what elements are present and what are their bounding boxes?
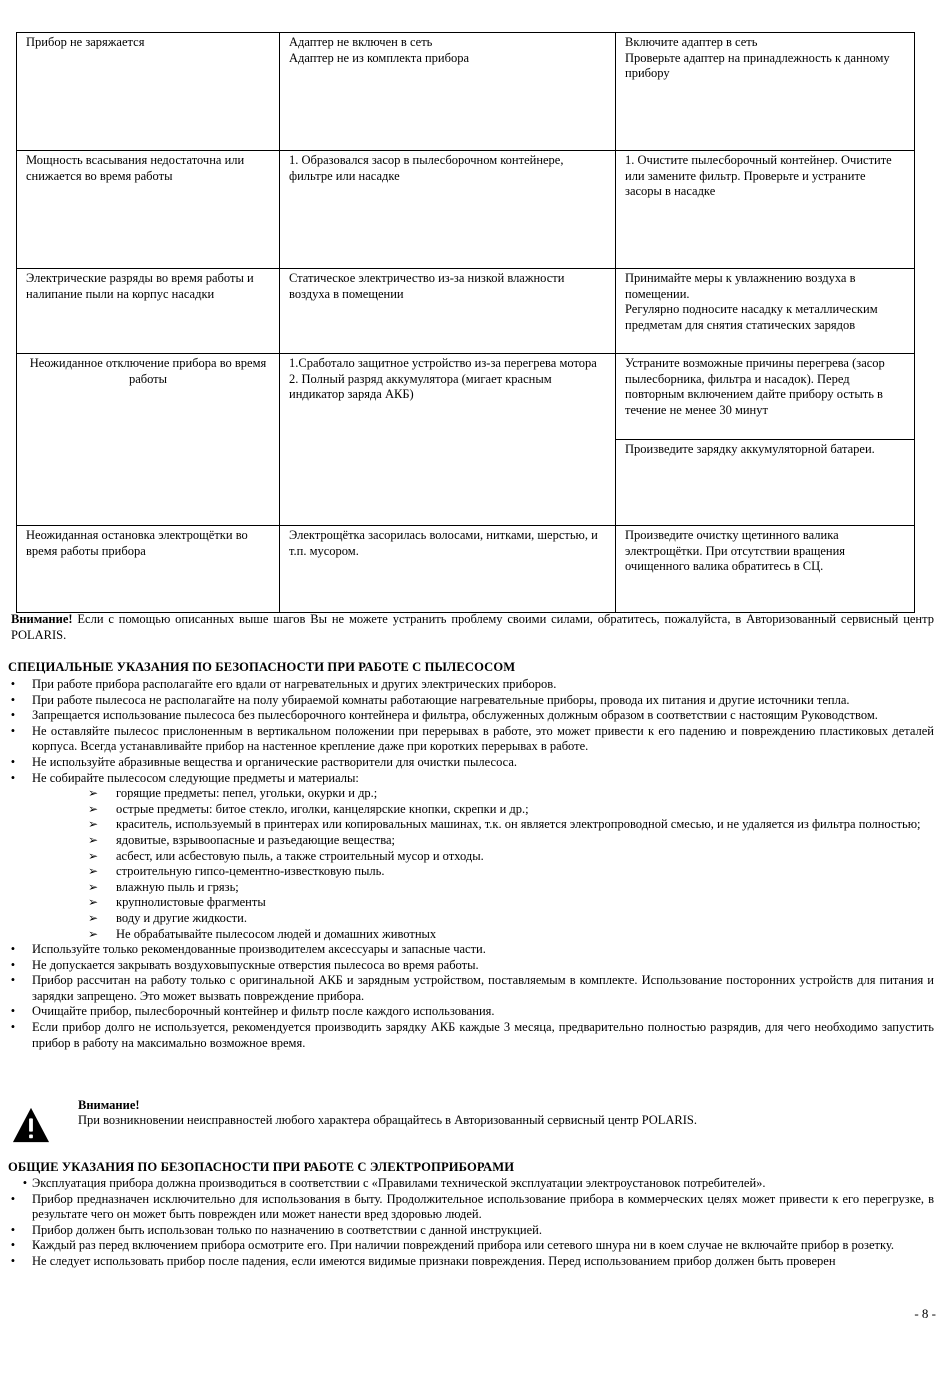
bullet-icon: • (10, 692, 16, 707)
bullet-icon: • (10, 1222, 16, 1237)
sub-item-text: острые предметы: битое стекло, иголки, канцелярские кнопки, скрепки и др.; (116, 801, 529, 816)
bullet-icon: • (10, 1253, 16, 1268)
arrow-bullet-icon: ➢ (88, 786, 99, 801)
attention-note (11, 612, 934, 643)
bullet-icon: • (10, 1004, 16, 1019)
cell-text: 1. Очистите пылесборочный контейнер. Очистите или замените фильтр. Проверьте и устраните засоры в насадке (625, 153, 895, 199)
sub-item-text: краситель, используемый в принтерах или копировальных машинах, т.к. он является электропроводной смесью, и не удаляется из фильтра полностью; (116, 817, 921, 832)
cell-text: Включите адаптер в сеть (625, 35, 758, 49)
sub-list-item (8, 849, 934, 865)
cell-text: Неожиданное отключение прибора во время работы (29, 356, 270, 386)
problem-cell (17, 151, 280, 269)
note-label: Внимание! (11, 612, 73, 626)
table-row (17, 526, 915, 613)
cell-text: Проверьте адаптер на принадлежность к данному прибору (625, 50, 893, 81)
warning-triangle-icon (12, 1106, 50, 1144)
arrow-bullet-icon: ➢ (88, 848, 99, 863)
list-item (8, 708, 934, 724)
cell-text: 2. Полный разряд аккумулятора (мигает красным индикатор заряда АКБ) (289, 371, 555, 402)
cause-cell (280, 526, 616, 613)
list-item (8, 1020, 934, 1051)
cell-text: Произведите зарядку аккумуляторной батареи. (625, 442, 875, 456)
cause-cell (280, 33, 616, 151)
bullet-icon: • (10, 754, 16, 769)
problem-cell (17, 354, 280, 526)
bullet-icon: • (10, 770, 16, 785)
cause-cell (280, 151, 616, 269)
sub-item-text: горящие предметы: пепел, угольки, окурки и др.; (116, 786, 378, 801)
list-item (8, 958, 934, 974)
list-item (8, 1254, 934, 1270)
sub-list-item (8, 802, 934, 818)
list-item-text: Не собирайте пылесосом следующие предметы и материалы: (32, 770, 359, 785)
solution-cell (616, 526, 915, 613)
cell-text: Адаптер не из комплекта прибора (289, 50, 470, 65)
list-item (8, 724, 934, 755)
cell-text: Мощность всасывания недостаточна или снижается во время работы (26, 153, 248, 183)
section-heading: ОБЩИЕ УКАЗАНИЯ ПО БЕЗОПАСНОСТИ ПРИ РАБОТЕ С ЭЛЕКТРОПРИБОРАМИ (8, 1160, 515, 1174)
list-item (8, 1192, 934, 1223)
sub-list-item (8, 786, 934, 802)
cell-text: Неожиданная остановка электрощётки во время работы прибора (26, 528, 251, 558)
bullet-icon: • (10, 708, 16, 723)
sub-item-text: строительную гипсо-цементно-известковую пыль. (116, 864, 385, 879)
list-item-text: Не используйте абразивные вещества и органические растворители для очистки пылесоса. (32, 754, 517, 769)
warning-text: При возникновении неисправностей любого характера обращайтесь в Авторизованный сервисный центр POLARIS. (78, 1113, 697, 1127)
list-item-text: Очищайте прибор, пылесборочный контейнер и фильтр после каждого использования. (32, 1004, 495, 1019)
list-item-text: Используйте только рекомендованные производителем аксессуары и запасные части. (32, 942, 486, 957)
arrow-bullet-icon: ➢ (88, 832, 99, 847)
cause-cell (280, 354, 616, 526)
sub-list-item (8, 911, 934, 927)
vacuum-safety-list (8, 677, 934, 1051)
bullet-icon: • (10, 942, 16, 957)
list-item (8, 677, 934, 693)
arrow-bullet-icon: ➢ (88, 864, 99, 879)
bullet-icon: • (10, 1238, 16, 1253)
arrow-bullet-icon: ➢ (88, 817, 99, 832)
list-item (8, 973, 934, 1004)
arrow-bullet-icon: ➢ (88, 895, 99, 910)
list-item (8, 755, 934, 771)
page-number: - 8 - (914, 1306, 936, 1321)
cell-text: 1.Сработало защитное устройство из-за перегрева мотора (289, 356, 597, 370)
cell-text: Устраните возможные причины перегрева (засор пылесборника, фильтра и насадок). Перед повторным включением дайте прибору остыть в течение не менее 30 минут (625, 356, 888, 417)
bullet-icon: • (10, 1020, 16, 1035)
bullet-icon: • (22, 1176, 28, 1190)
arrow-bullet-icon: ➢ (88, 926, 99, 941)
list-item (8, 1238, 934, 1254)
sub-item-text: воду и другие жидкости. (116, 910, 247, 925)
list-item-text: Не следует использовать прибор после падения, если имеются видимые признаки повреждения. Перед использованием прибор должен быть проверен (32, 1253, 836, 1268)
table-row (17, 151, 915, 269)
cell-text: 1. Образовался засор в пылесборочном контейнере, фильтре или насадке (289, 153, 567, 183)
sub-list-item (8, 895, 934, 911)
list-item (8, 771, 934, 943)
cell-text: Адаптер не включен в сеть (289, 35, 433, 49)
cell-text: Регулярно подносите насадку к металлическим предметам для снятия статических зарядов (625, 302, 881, 332)
cell-text: Принимайте меры к увлажнению воздуха в помещении. (625, 271, 859, 301)
problem-cell (17, 269, 280, 354)
list-item-text: Прибор должен быть использован только по назначению в соответствии с данной инструкцией. (32, 1222, 542, 1237)
list-item-text: Не оставляйте пылесос прислоненным в вертикальном положении при перерывах в работе, это может привести к его падению и повреждению пластиковых деталей корпуса. Всегда устанавливайте прибор на настенное крепление даже при коротких перерывах в работе. (32, 723, 934, 754)
bullet-icon: • (10, 677, 16, 691)
sub-item-text: асбест, или асбестовую пыль, а также строительный мусор и отходы. (116, 848, 484, 863)
list-item-text: Прибор рассчитан на работу только с оригинальной АКБ и зарядным устройством, поставляемым в комплекте. Использование посторонних устройств для питания и зарядки запрещено. Это может вызвать повреждение прибора. (32, 973, 934, 1003)
cell-text: Произведите очистку щетинного валика электрощётки. При отсутствии вращения очищенного валика обратитесь в СЦ. (625, 528, 849, 574)
sub-item-text: ядовитые, взрывоопасные и разъедающие вещества; (116, 832, 396, 847)
bullet-icon: • (10, 957, 16, 972)
list-item-text: Запрещается использование пылесоса без пылесборочного контейнера и фильтра, обслуженных должным образом в соответствии с настоящим Руководством. (32, 708, 878, 723)
list-item (8, 1223, 934, 1239)
table-row (17, 354, 915, 440)
cell-text: Статическое электричество из-за низкой влажности воздуха в помещении (289, 271, 568, 301)
solution-cell (616, 269, 915, 354)
list-item-text: Если прибор долго не используется, рекомендуется производить зарядку АКБ каждые 3 месяца, предварительно полностью разрядив, для чего необходимо запустить прибор в работу на максимально возможное время. (32, 1020, 934, 1050)
warning-block (10, 1098, 934, 1148)
list-item-text: Эксплуатация прибора должна производиться в соответствии с «Правилами технической эксплуатации электроустановок потребителей». (32, 1176, 766, 1190)
solution-cell (616, 151, 915, 269)
sub-item-text: Не обрабатывайте пылесосом людей и домашних животных (116, 926, 437, 941)
list-item (8, 1176, 934, 1192)
sub-list-item (8, 880, 934, 896)
cause-cell (280, 269, 616, 354)
cell-text: Прибор не заряжается (26, 35, 145, 49)
table-row (17, 269, 915, 354)
list-item-text: При работе пылесоса не располагайте на полу убираемой комнаты работающие нагревательные приборы, провода их питания и другие источники тепла. (32, 692, 850, 707)
arrow-bullet-icon: ➢ (88, 910, 99, 925)
sub-list-item (8, 864, 934, 880)
list-item (8, 1004, 934, 1020)
solution-cell (616, 354, 915, 440)
arrow-bullet-icon: ➢ (88, 879, 99, 894)
list-item-text: Прибор предназначен исключительно для использования в быту. Продолжительное использование прибора в коммерческих целях может привести к его перегрузке, в результате чего он может быть поврежден или может нанести вред здоровью людей. (32, 1191, 934, 1222)
note-text: Если с помощью описанных выше шагов Вы не можете устранить проблему своими силами, обратитесь, пожалуйста, в Авторизованный сервисный центр POLARIS. (11, 612, 934, 642)
cell-text: Электрощётка засорилась волосами, нитками, шерстью, и т.п. мусором. (289, 528, 601, 558)
list-item-text: При работе прибора располагайте его вдали от нагревательных и других электрических приборов. (32, 677, 557, 691)
section-heading: СПЕЦИАЛЬНЫЕ УКАЗАНИЯ ПО БЕЗОПАСНОСТИ ПРИ РАБОТЕ С ПЫЛЕСОСОМ (8, 660, 516, 674)
sub-item-text: влажную пыль и грязь; (116, 879, 239, 894)
bullet-icon: • (10, 1191, 16, 1206)
table-row (17, 33, 915, 151)
forbidden-materials-list (32, 786, 934, 942)
troubleshooting-table (16, 32, 915, 613)
warning-title: Внимание! (78, 1098, 140, 1112)
bullet-icon: • (10, 973, 16, 988)
problem-cell (17, 33, 280, 151)
list-item (8, 942, 934, 958)
problem-cell (17, 526, 280, 613)
list-item-text: Не допускается закрывать воздуховыпускные отверстия пылесоса во время работы. (32, 957, 479, 972)
sub-item-text: крупнолистовые фрагменты (116, 895, 266, 910)
list-item (8, 693, 934, 709)
list-item-text: Каждый раз перед включением прибора осмотрите его. При наличии повреждений прибора или сетевого шнура ни в коем случае не включайте прибор в розетку. (32, 1238, 894, 1253)
sub-list-item (8, 927, 934, 943)
sub-list-item (8, 817, 934, 833)
solution-cell (616, 440, 915, 526)
arrow-bullet-icon: ➢ (88, 801, 99, 816)
solution-cell (616, 33, 915, 151)
bullet-icon: • (10, 723, 16, 738)
cell-text: Электрические разряды во время работы и налипание пыли на корпус насадки (26, 271, 257, 301)
sub-list-item (8, 833, 934, 849)
general-safety-list (8, 1176, 934, 1270)
